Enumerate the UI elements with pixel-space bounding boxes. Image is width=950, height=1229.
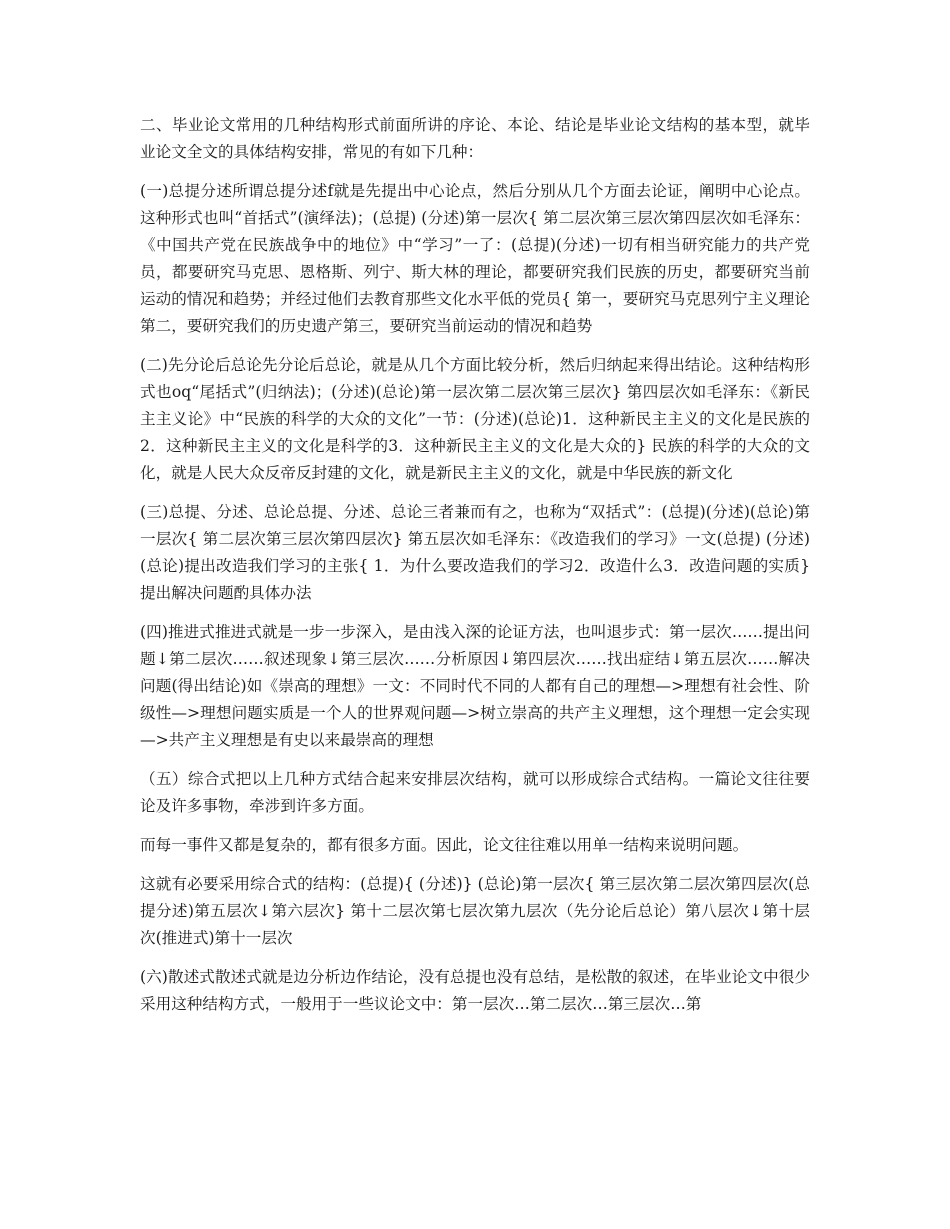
paragraph-section-3: (三)总提、分述、总论总提、分述、总论三者兼而有之，也称为“双括式”：(总提)(分述)(总论)第一层次{ 第二层次第三层次第四层次} 第五层次如毛泽东：《改造我们的学习》一文(总提) (分述)(总论)提出改造我们学习的主张{ 1．为什么要改造我们的学习2．改造什么3．改造问题的实质} 提出解决问题酌具体办法 (140, 503, 810, 602)
paragraph-intro: 二、毕业论文常用的几种结构形式前面所讲的序论、本论、结论是毕业论文结构的基本型，就毕业论文全文的具体结构安排，常见的有如下几种： (140, 116, 810, 161)
paragraph-section-6: (六)散述式散述式就是边分析边作结论，没有总提也没有总结，是松散的叙述，在毕业论文中很少采用这种结构方式，一般用于一些议论文中：第一层次…第二层次…第三层次…第 (140, 968, 810, 1013)
paragraph-section-1: (一)总提分述所谓总提分述f就是先提出中心论点，然后分别从几个方面去论证，阐明中心论点。这种形式也叫“首括式”(演绎法)；(总提) (分述)第一层次{ 第二层次第三层次第四层次如毛泽东：《中国共产党在民族战争中的地位》中“学习”一了：(总提)(分述)一切有相当研究能力的共产党员，都要研究马克思、恩格斯、列宁、斯大林的理论，都要研究我们民族的历史，都要研究当前运动的情况和趋势；并经过他们去教育那些文化水平低的党员{ 第一，要研究马克思列宁主义理论第二，要研究我们的历史遗产第三，要研究当前运动的情况和趋势 (140, 182, 810, 335)
paragraph-section-5-structure: 这就有必要采用综合式的结构：(总提){ (分述)} (总论)第一层次{ 第三层次第二层次第四层次(总提分述)第五层次↓第六层次} 第十二层次第七层次第九层次（先分论后总论）第八层次↓第十层次(推进式)第十一层次 (140, 875, 810, 947)
paragraph-section-5: （五）综合式把以上几种方式结合起来安排层次结构，就可以形成综合式结构。一篇论文往往要论及许多事物，牵涉到许多方面。 (140, 770, 810, 815)
paragraph-section-2: (二)先分论后总论先分论后总论，就是从几个方面比较分析，然后归纳起来得出结论。这种结构形式也oq“尾括式”(归纳法)；(分述)(总论)第一层次第二层次第三层次} 第四层次如毛泽东：《新民主主义论》中“民族的科学的大众的文化”一节：(分述)(总论)1．这种新民主主义的文化是民族的2．这种新民主主义的文化是科学的3．这种新民主主义的文化是大众的} 民族的科学的大众的文化，就是人民大众反帝反封建的文化，就是新民主主义的文化，就是中华民族的新文化 (140, 356, 810, 482)
paragraph-section-5-continued: 而每一事件又都是复杂的，都有很多方面。因此，论文往往难以用单一结构来说明问题。 (140, 836, 749, 854)
document-body (140, 112, 810, 1030)
paragraph-section-4: (四)推进式推进式就是一步一步深入，是由浅入深的论证方法，也叫退步式：第一层次……提出问题↓第二层次……叙述现象↓第三层次……分析原因↓第四层次……找出症结↓第五层次……解决问题(得出结论)如《崇高的理想》一文：不同时代不同的人都有自己的理想—>理想有社会性、阶级性—>理想问题实质是一个人的世界观问题—>树立崇高的共产主义理想，这个理想一定会实现—>共产主义理想是有史以来最崇高的理想 (140, 623, 810, 749)
